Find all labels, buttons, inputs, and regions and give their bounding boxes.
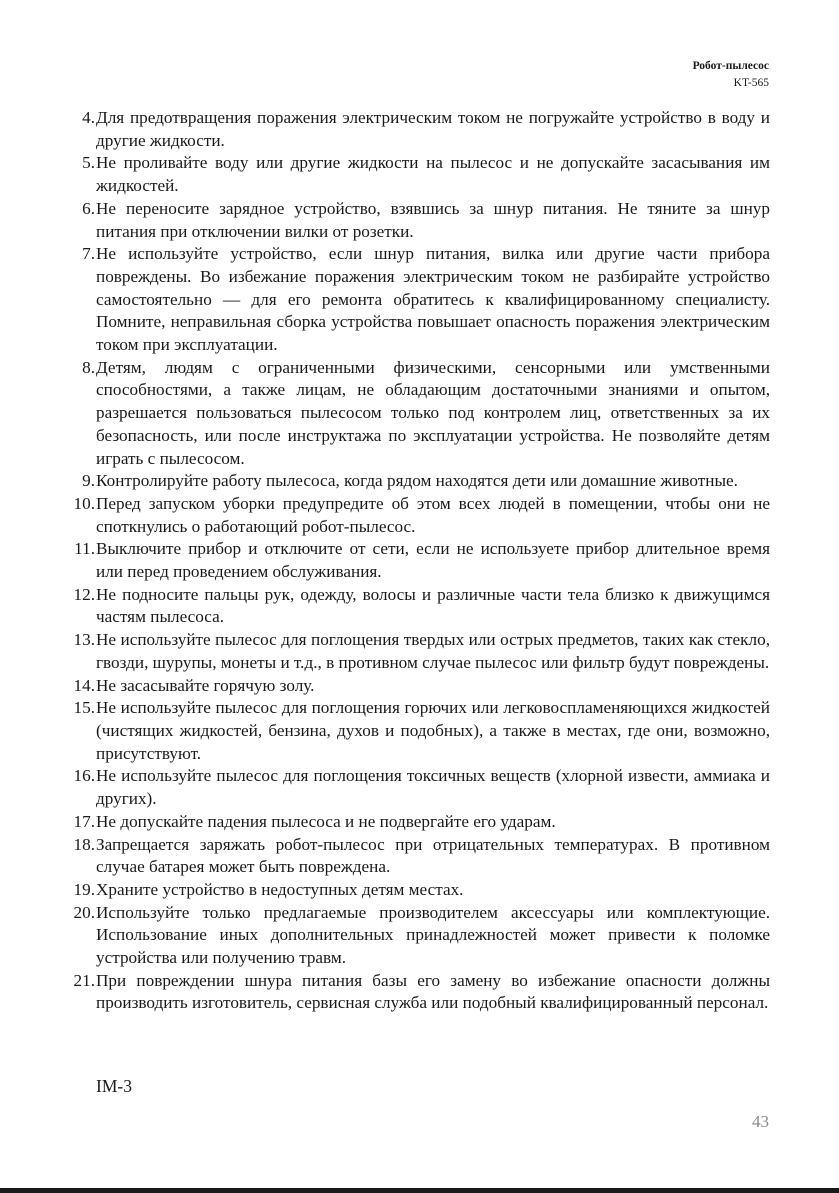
list-item — [66, 629, 770, 674]
item-number: 12. — [73, 584, 95, 604]
item-text: Храните устройство в недоступных детям местах. — [96, 879, 464, 899]
item-text: Не проливайте воду или другие жидкости на пылесос и не допускайте засасывания им жидкостей. — [96, 153, 770, 196]
item-text: Используйте только предлагаемые производителем аксессуары или комплектующие. Использование иных дополнительных принадлежностей может привести к поломке устройства или получению травм. — [96, 902, 770, 968]
item-text: Не используйте пылесос для поглощения токсичных веществ (хлорной извести, аммиака и других). — [96, 766, 770, 809]
header-model: KT-565 — [733, 77, 769, 89]
item-text: Не допускайте падения пылесоса и не подвергайте его ударам. — [96, 811, 556, 831]
item-number: 19. — [73, 879, 95, 899]
item-text: Не используйте пылесос для поглощения горючих или легковоспламеняющихся жидкостей (чистящих жидкостей, бензина, духов и подобных), а также в местах, где они, возможно, присутствуют. — [96, 698, 770, 763]
item-number: 10. — [73, 493, 95, 513]
item-text: Не подносите пальцы рук, одежду, волосы и различные части тела близко к движущимся частям пылесоса. — [96, 584, 770, 627]
item-number: 14. — [73, 675, 95, 695]
safety-instructions-list — [66, 107, 770, 1015]
item-text: Перед запуском уборки предупредите об этом всех людей в помещении, чтобы они не споткнулись о работающий робот-пылесос. — [96, 493, 770, 536]
list-item — [66, 697, 770, 765]
item-number: 13. — [73, 630, 95, 650]
item-text: Запрещается заряжать робот-пылесос при отрицательных температурах. В противном случае батарея может быть повреждена. — [96, 834, 770, 877]
item-number: 18. — [73, 834, 95, 854]
item-number: 20. — [73, 902, 95, 922]
item-number: 16. — [73, 766, 95, 786]
list-item — [66, 675, 770, 698]
item-text: Не используйте устройство, если шнур питания, вилка или другие части прибора повреждены. Во избежание поражения электрическим током не разбирайте устройство самостоятельно — для его ремонта обратитесь к квалифицированному специалисту. Помните, неправильная сборка устройства повышает опасность поражения электрическим током при эксплуатации. — [96, 244, 770, 355]
item-number: 9. — [82, 471, 95, 491]
item-text: Не переносите зарядное устройство, взявшись за шнур питания. Не тяните за шнур питания при отключении вилки от розетки. — [96, 198, 770, 241]
item-text: Для предотвращения поражения электрическим током не погружайте устройство в воду и другие жидкости. — [96, 108, 770, 150]
item-text: При повреждении шнура питания базы его замену во избежание опасности должны производить изготовитель, сервисная служба или подобный квалифицированный персонал. — [96, 970, 770, 1013]
page-number: 43 — [752, 1112, 769, 1131]
item-number: 11. — [74, 539, 95, 559]
item-text: Не засасывайте горячую золу. — [96, 675, 315, 695]
item-number: 5. — [82, 153, 95, 173]
item-text: Контролируйте работу пылесоса, когда рядом находятся дети или домашние животные. — [96, 471, 738, 491]
list-item — [66, 879, 770, 902]
item-number: 15. — [73, 698, 95, 718]
item-number: 6. — [82, 198, 95, 218]
item-number: 8. — [82, 357, 95, 377]
item-number: 7. — [82, 244, 95, 264]
list-item — [66, 584, 770, 629]
list-item — [66, 198, 770, 243]
list-item — [66, 811, 770, 834]
item-text: Не используйте пылесос для поглощения твердых или острых предметов, таких как стекло, гвозди, шурупы, монеты и т.д., в противном случае пылесос или фильтр будут повреждены. — [96, 630, 770, 672]
item-number: 21. — [73, 970, 95, 990]
list-item — [66, 834, 770, 879]
list-item — [66, 357, 770, 471]
running-header — [693, 58, 769, 92]
item-text: Детям, людям с ограниченными физическими, сенсорными или умственными способностями, а также лицам, не обладающим достаточными знаниями и опытом, разрешается пользоваться пылесосом только под контролем лиц, ответственных за их безопасность, или после инструктажа по эксплуатации устройства. Не позволяйте детям играть с пылесосом. — [96, 357, 770, 468]
list-item — [66, 538, 770, 583]
item-number: 4. — [82, 108, 95, 127]
list-item — [66, 970, 770, 1015]
item-text: Выключите прибор и отключите от сети, если не используете прибор длительное время или перед проведением обслуживания. — [96, 539, 770, 582]
list-item — [66, 765, 770, 810]
header-title: Робот-пылесос — [692, 60, 769, 72]
document-code: IM-3 — [96, 1076, 132, 1096]
bottom-divider — [0, 1188, 839, 1193]
list-item — [66, 493, 770, 538]
list-item — [66, 152, 770, 197]
list-item — [66, 902, 770, 970]
list-item — [66, 470, 770, 493]
item-number: 17. — [73, 811, 95, 831]
list-item — [66, 107, 770, 152]
list-item — [66, 243, 770, 357]
